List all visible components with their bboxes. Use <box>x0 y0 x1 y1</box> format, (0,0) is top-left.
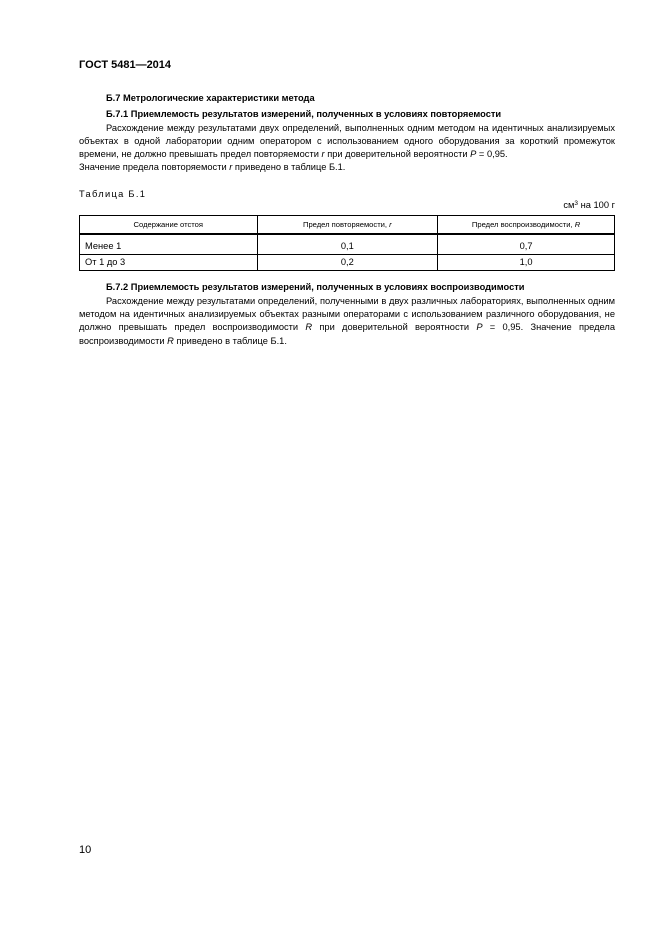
cell-content: От 1 до 3 <box>80 255 258 271</box>
data-table <box>79 215 615 271</box>
document-code: ГОСТ 5481—2014 <box>79 59 172 71</box>
table-unit: $см^3$ на 100 г <box>563 200 615 211</box>
page-content <box>79 92 615 348</box>
cell-reproducibility: 1,0 <box>438 255 615 271</box>
table-title: Таблица Б.1 <box>79 188 147 199</box>
table-row <box>80 239 615 255</box>
header-content: Содержание отстоя <box>80 216 258 235</box>
cell-content: Менее 1 <box>80 239 258 255</box>
section-b71-paragraph-2: Значение предела повторяемости r приведено в таблице Б.1. <box>79 162 346 173</box>
cell-repeatability: 0,2 <box>257 255 438 271</box>
section-b72-paragraph: Расхождение между результатами определений, полученными в двух различных лабораториях, выполненных одним методом на идентичных анализируемых объектах разными операторами с использованием различного оборудования, не должно превышать предел воспроизводимости R при доверительной вероятности P = 0,95. Значение предела воспроизводимости R приведено в таблице Б.1. <box>79 295 615 346</box>
section-b7-heading: Б.7 Метрологические характеристики метода <box>106 93 315 103</box>
cell-reproducibility: 0,7 <box>438 239 615 255</box>
table-header-row <box>80 216 615 235</box>
cell-repeatability: 0,1 <box>257 239 438 255</box>
section-b71-heading: Б.7.1 Приемлемость результатов измерений, полученных в условиях повторяемости <box>106 109 502 120</box>
page-number: 10 <box>79 844 92 856</box>
section-b71-paragraph: Расхождение между результатами двух определений, выполненных одним методом на идентичных анализируемых объектах в одной лаборатории одним оператором с использованием одного оборудования за короткий промежуток времени, не должно превышать предел повторяемости r при доверительной вероятности P = 0,95. <box>79 122 615 160</box>
table-row <box>80 255 615 271</box>
section-b72-heading: Б.7.2 Приемлемость результатов измерений, полученных в условиях воспроизводимости <box>106 282 525 293</box>
header-repeatability: Предел повторяемости, r <box>257 216 438 235</box>
header-reproducibility: Предел воспроизводимости, R <box>438 216 615 235</box>
